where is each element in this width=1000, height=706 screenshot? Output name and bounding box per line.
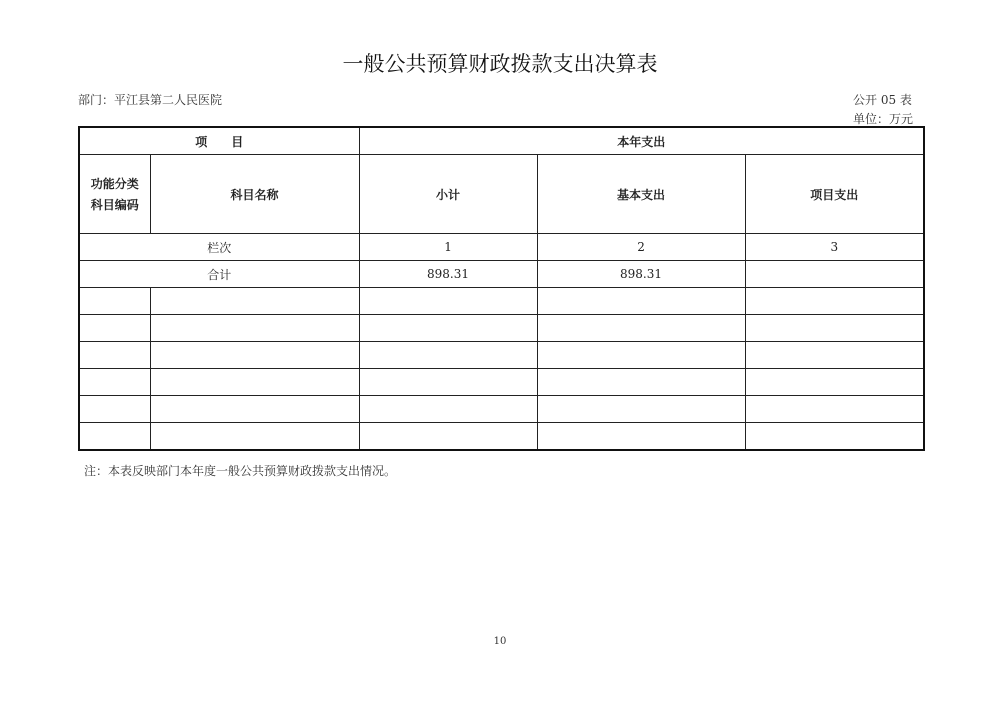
table-cell [150,369,359,396]
column-index-3: 3 [745,234,924,261]
header-function-code-line1: 功能分类 [90,177,139,191]
table-cell [79,342,150,369]
table-cell [150,342,359,369]
table-cell [79,369,150,396]
table-cell [359,396,537,423]
table-cell [150,423,359,451]
table-cell [745,342,924,369]
table-cell [745,369,924,396]
table-cell [359,288,537,315]
form-number: 公开 05 表 [853,93,912,107]
table-cell [150,315,359,342]
table-row [79,288,924,315]
column-index-label: 栏次 [79,234,359,261]
header-function-code-line2: 科目编码 [90,198,139,212]
total-label: 合计 [79,261,359,288]
header-function-code [79,155,150,234]
header-row-1 [79,127,924,155]
header-basic: 基本支出 [537,155,745,234]
department-label: 部门：平江县第二人民医院 [78,93,223,107]
page-title: 一般公共预算财政拨款支出决算表 [342,52,658,76]
total-project [745,261,924,288]
table-cell [150,396,359,423]
table-cell [79,423,150,451]
total-row [79,261,924,288]
table-cell [537,315,745,342]
table-row [79,369,924,396]
table-cell [537,342,745,369]
table-cell [745,288,924,315]
header-item: 项 目 [79,127,359,155]
column-index-row [79,234,924,261]
table-cell [745,423,924,451]
header-project: 项目支出 [745,155,924,234]
table-cell [359,342,537,369]
table-cell [745,315,924,342]
table-row [79,342,924,369]
total-subtotal: 898.31 [359,261,537,288]
header-subtotal: 小计 [359,155,537,234]
table-cell [537,369,745,396]
page-number: 10 [493,636,507,647]
table-cell [359,369,537,396]
table-row [79,423,924,451]
table-cell [79,288,150,315]
header-current-year: 本年支出 [359,127,924,155]
table-cell [359,423,537,451]
table-cell [537,423,745,451]
column-index-1: 1 [359,234,537,261]
unit-label: 单位：万元 [853,112,914,126]
total-basic: 898.31 [537,261,745,288]
table-row [79,315,924,342]
table-cell [359,315,537,342]
table-cell [79,396,150,423]
expenditure-table [78,126,925,451]
table-cell [745,396,924,423]
footnote: 注：本表反映部门本年度一般公共预算财政拨款支出情况。 [84,464,397,478]
header-row-2 [79,155,924,234]
table-cell [150,288,359,315]
header-subject-name: 科目名称 [150,155,359,234]
table-row [79,396,924,423]
table-cell [537,288,745,315]
table-cell [537,396,745,423]
table-cell [79,315,150,342]
column-index-2: 2 [537,234,745,261]
